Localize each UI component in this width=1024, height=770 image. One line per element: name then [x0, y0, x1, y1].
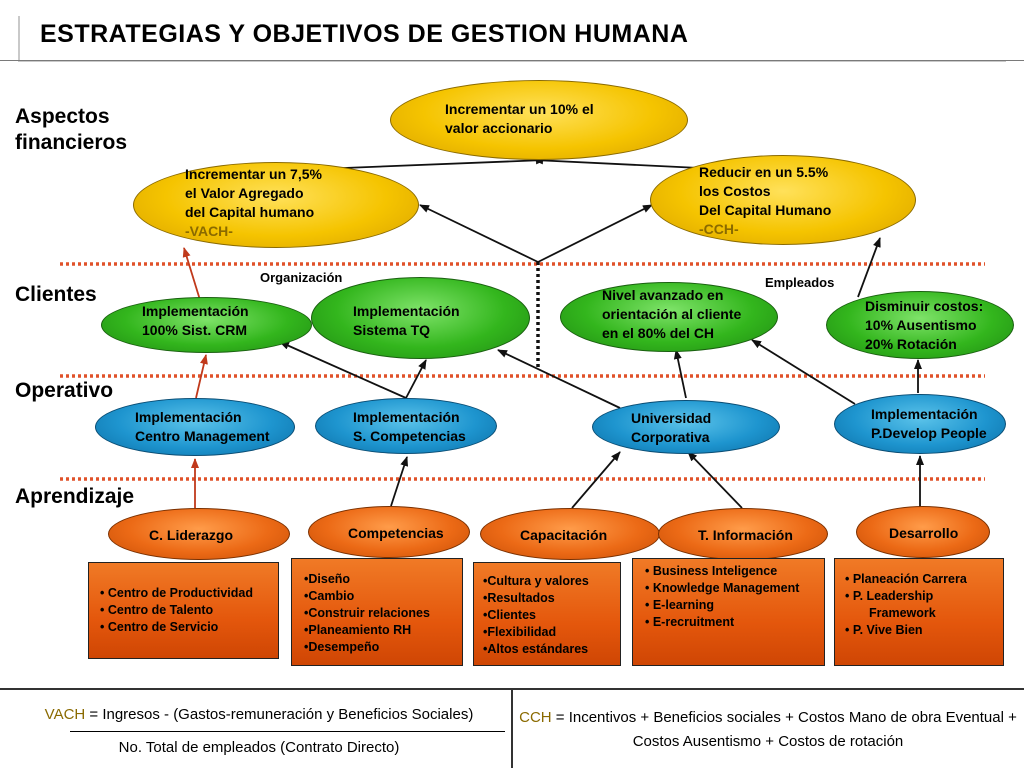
goal-valor-accionario-text: Incrementar un 10% el valor accionario	[445, 101, 594, 136]
op-p-develop-people-text: Implementación P.Develop People	[871, 406, 987, 441]
list-item: • Centro de Talento	[100, 603, 214, 617]
box-capacitacion-list	[483, 573, 620, 658]
list-item: •Clientes	[483, 608, 537, 622]
vach-formula	[12, 706, 506, 723]
arrow-comp-to-scomp	[391, 457, 407, 506]
list-item: •Cambio	[304, 589, 355, 603]
client-tq-text: Implementación Sistema TQ	[353, 303, 460, 338]
arrow-scomp-to-tq	[406, 360, 426, 398]
learn-c-liderazgo-text: C. Liderazgo	[149, 527, 234, 543]
client-crm-text: Implementación 100% Sist. CRM	[142, 303, 249, 338]
arrow-crm-to-vach	[184, 248, 200, 300]
arrow-hub-to-right	[538, 205, 652, 262]
goal-cch-text: Reducir en un 5.5% los Costos Del Capital Humano -CCH-	[699, 164, 832, 237]
client-nivel-avanzado-text: Nivel avanzado en orientación al cliente en el 80% del CH	[602, 287, 742, 341]
arrow-pdev-to-nivel	[752, 340, 855, 404]
cch-formula	[518, 706, 1018, 754]
list-item: •Flexibilidad	[483, 625, 557, 639]
list-item: •Desempeño	[304, 640, 380, 654]
box-tinformacion-list	[645, 563, 824, 631]
list-item: • Centro de Productividad	[100, 586, 254, 600]
list-item: • Business Inteligence	[645, 564, 778, 578]
box-liderazgo	[88, 562, 279, 659]
box-competencias	[291, 558, 463, 666]
list-item: • P. Leadership	[845, 589, 934, 603]
box-desarrollo-list	[845, 571, 1003, 639]
list-item: •Planeamiento RH	[304, 623, 412, 637]
list-item: • Knowledge Management	[645, 581, 800, 595]
box-competencias-list	[304, 571, 462, 656]
row-label-financieros-1: Aspectos	[15, 105, 110, 128]
learn-t-informacion-text: T. Información	[698, 527, 793, 543]
list-item: • E-learning	[645, 598, 714, 612]
cch-text: = Incentivos + Beneficios sociales + Costos Mano de obra Eventual + Costos Ausentismo + Costos de rotación	[551, 709, 1017, 750]
list-item: •Resultados	[483, 591, 555, 605]
goal-vach-text: Incrementar un 7,5% el Valor Agregado del Capital humano -VACH-	[185, 166, 322, 239]
list-item: Framework	[869, 606, 936, 620]
learn-competencias-text: Competencias	[348, 525, 444, 541]
cch-label: CCH	[519, 709, 552, 726]
op-universidad-corporativa-text: Universidad Corporativa	[631, 410, 712, 445]
arrow-univ-to-nivel	[676, 350, 686, 398]
label-empleados: Empleados	[765, 275, 835, 290]
op-centro-management-text: Implementación Centro Management	[135, 409, 270, 444]
list-item: • Planeación Carrera	[845, 572, 967, 586]
learn-capacitacion-text: Capacitación	[520, 527, 608, 543]
arrow-hub-to-left	[420, 205, 538, 262]
client-disminuir-costos-text: Disminuir costos: 10% Ausentismo 20% Rotación	[865, 298, 984, 352]
vach-numerator: = Ingresos - (Gastos-remuneración y Beneficios Sociales)	[85, 706, 474, 723]
vach-label: VACH	[44, 706, 86, 723]
learn-desarrollo-text: Desarrollo	[889, 525, 959, 541]
box-tinformacion	[632, 558, 825, 666]
page-title: ESTRATEGIAS Y OBJETIVOS DE GESTION HUMANA	[40, 20, 689, 48]
list-item: • P. Vive Bien	[845, 623, 923, 637]
arrow-costos-to-cch	[858, 238, 880, 297]
box-liderazgo-list	[100, 585, 278, 636]
arrow-univ-to-tq	[498, 350, 620, 408]
list-item: •Altos estándares	[483, 642, 589, 656]
footer-divider	[511, 688, 513, 768]
list-item: • E-recruitment	[645, 615, 735, 629]
op-s-competencias-text: Implementación S. Competencias	[353, 409, 466, 444]
row-label-clientes: Clientes	[15, 283, 97, 306]
vach-fraction-rule	[70, 731, 505, 732]
box-desarrollo	[834, 558, 1004, 666]
label-organizacion: Organización	[260, 270, 343, 285]
vach-denominator: No. Total de empleados (Contrato Directo)	[118, 739, 400, 756]
list-item: • Centro de Servicio	[100, 620, 219, 634]
row-label-aprendizaje: Aprendizaje	[15, 485, 135, 508]
list-item: •Construir relaciones	[304, 606, 430, 620]
row-label-financieros-2: financieros	[15, 131, 128, 154]
box-capacitacion	[473, 562, 621, 666]
list-item: •Cultura y valores	[483, 574, 589, 588]
row-label-operativo: Operativo	[15, 379, 114, 402]
list-item: •Diseño	[304, 572, 351, 586]
